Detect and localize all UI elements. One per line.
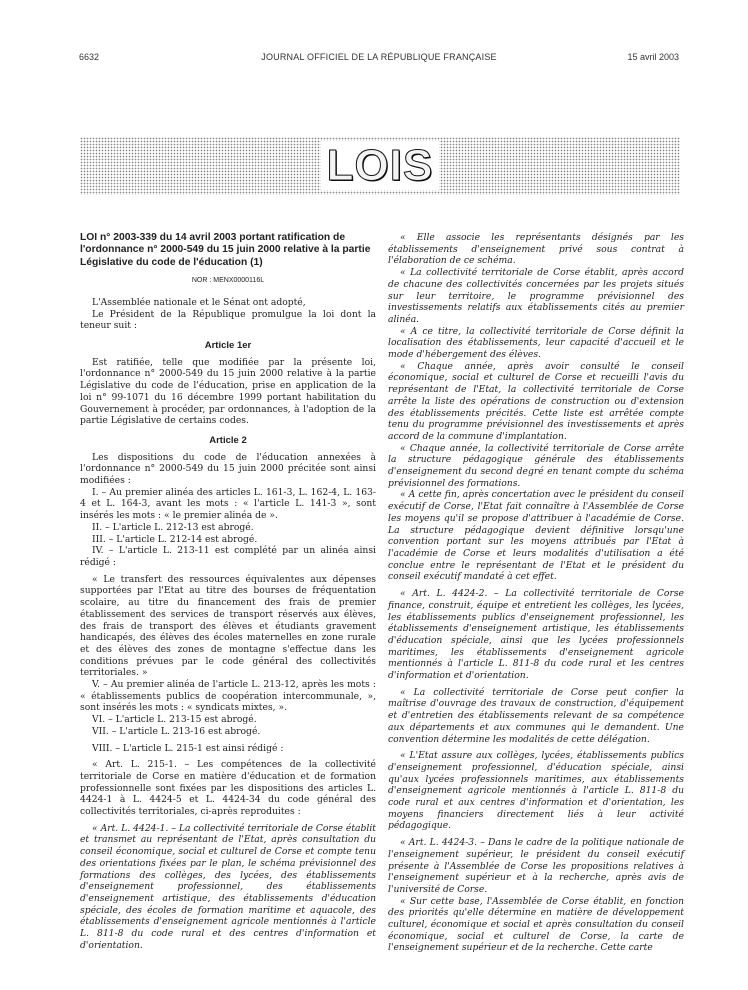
intro-paragraph: L'Assemblée nationale et le Sénat ont adopté, [92,296,306,308]
right-paragraph: « La collectivité territoriale de Corse peut confier la maîtrise d'ouvrage des travaux de construction, d'équipement et d'entretien des établissements relevant de sa compétence aux départements et aux communes qui le demandent. Une convention détermine les modalités de cette délégation. [388,686,684,745]
law-title: LOI n° 2003-339 du 14 avril 2003 portant ratification de l'ordonnance n° 2000-549 du 15 juin 2000 relative à la partie Législative du code de l'éducation (1) [80,232,371,268]
article-1-heading: Article 1er [204,340,252,352]
right-paragraph: « Elle associe les représentants désignés par les établissements d'enseignement privé sous contrat à l'élaboration de ce schéma. [388,232,684,267]
article-2-paragraph: V. – Au premier alinéa de l'article L. 213-12, après les mots : « établissements publics de coopération intercommunale, », sont insérés les mots : « syndicats mixtes, ». [80,679,376,714]
article-2-paragraph: « Le transfert des ressources équivalentes aux dépenses supportées par l'Etat au titre des bourses de fréquentation scolaire, au titre du financement des frais de premier établissement des services de transport réservés aux élèves, des frais de transport des élèves et étudiants gravement handicapés, des élèves des écoles maternelles en zone rurale et des élèves des zones de montagne s'effectue dans les conditions prévues par le code général des collectivités territoriales. » [80,573,376,679]
article-2-paragraph: VI. – L'article L. 213-15 est abrogé. [92,714,257,726]
article-2-paragraph: IV. – L'article L. 213-11 est complété par un alinéa ainsi rédigé : [80,545,376,568]
page-header [79,52,679,66]
right-paragraph: « L'Etat assure aux collèges, lycées, établissements publics d'enseignement professionnel, d'éducation spéciale, ainsi qu'aux lycées professionnels maritimes, aux établissements d'enseignement agricole mentionnés à l'article L. 811-8 du code rural et aux centres d'information et d'orientation, les moyens financiers directement liés à leur activité pédagogique. [388,750,684,832]
article-2-paragraph: « Art. L. 215-1. – Les compétences de la collectivité territoriale de Corse en matière d'éducation et de formation professionnelle sont fixées par les dispositions des articles L. 4424-1 à L. 4424-5 et L. 4424-34 du code général des collectivités territoriales, ci-après reproduites : [80,759,376,818]
intro-paragraph: Le Président de la République promulgue la loi dont la teneur suit : [80,308,376,332]
right-paragraph: « A ce titre, la collectivité territoriale de Corse définit la localisation des établissements, leur capacité d'accueil et le mode d'hébergement des élèves. [388,325,684,361]
article-2-paragraph: VIII. – L'article L. 215-1 est ainsi rédigé : [92,742,284,754]
nor-reference: NOR : MENX0000116L [191,277,265,285]
right-paragraph: « Art. L. 4424-2. – La collectivité territoriale de Corse finance, construit, équipe et entretient les collèges, les lycées, les établissements publics d'enseignement professionnel, les établissements d'enseignement artistique, les établissements d'éducation spéciale, ainsi que les lycées professionnels maritimes, les établissements d'enseignement agricole mentionnés à l'article L. 811-8 du code rural et les centres d'information et d'orientation. [388,588,684,682]
article-1-text: Est ratifiée, telle que modifiée par la présente loi, l'ordonnance n° 2000-549 du 15 juin 2000 relative à la partie Législative du code de l'éducation, prise en application de la loi n° 99-1071 du 16 décembre 1999 portant habilitation du Gouvernement à procéder, par ordonnances, à l'adoption de la partie Législative de certains codes. [80,356,376,427]
right-paragraph: « Chaque année, après avoir consulté le conseil économique, social et culturel de Corse et recueilli l'avis du représentant de l'Etat, la collectivité territoriale de Corse arrête la liste des opérations de construction ou d'extension des établissements précités. Cette liste est arrêtée compte tenu du programme prévisionnel des investissements et après accord de la commune d'implantation. [388,360,684,442]
issue-date: 15 avril 2003 [627,52,679,62]
journal-title: JOURNAL OFFICIEL DE LA RÉPUBLIQUE FRANÇAISE [261,52,497,62]
section-banner [80,137,680,195]
article-2-paragraph: « Art. L. 4424-1. – La collectivité territoriale de Corse établit et transmet au représentant de l'Etat, après consultation du conseil économique, social et culturel de Corse et compte tenu des orientations fixées par le plan, le schéma prévisionnel des formations des collèges, des lycées, des établissements d'enseignement professionnel, des établissements d'enseignement artistique, des établissements d'éducation spéciale, des écoles de formation maritime et aquacole, des établissements d'enseignement agricole mentionnés à l'article L. 811-8 du code rural et des centres d'information et d'orientation. [80,822,376,951]
article-2-paragraph: II. – L'article L. 212-13 est abrogé. [92,521,254,533]
right-column [388,232,684,954]
article-2-paragraph: VII. – L'article L. 213-16 est abrogé. [92,725,261,737]
page-number: 6632 [79,52,100,62]
article-2-paragraph: I. – Au premier alinéa des articles L. 161-3, L. 162-4, L. 163-4 et L. 164-3, avant les mots : « l'article L. 141-3 », sont insérés les mots : « le premier alinéa de ». [80,486,376,522]
left-column [80,232,376,951]
article-2-heading: Article 2 [209,434,247,446]
right-paragraph: « La collectivité territoriale de Corse établit, après accord de chacune des collectivités concernées par les projets situés sur leur territoire, le programme prévisionnel des investissements relatifs aux établissements cités au premier alinéa. [388,267,684,325]
right-paragraph: « Sur cette base, l'Assemblée de Corse établit, en fonction des priorités qu'elle détermine en matière de développement culturel, économique et social et après consultation du conseil économique, social et culturel de Corse, la carte de l'enseignement supérieur et de la recherche. Cette carte [388,895,684,954]
right-paragraph: « Chaque année, la collectivité territoriale de Corse arrête la structure pédagogique générale des établissements d'enseignement du second degré en tenant compte du schéma prévisionnel des formations. [388,442,684,489]
article-2-paragraph: Les dispositions du code de l'éducation annexées à l'ordonnance n° 2000-549 du 15 juin 2000 précitée sont ainsi modifiées : [80,451,376,487]
section-title: LOIS [321,141,440,190]
right-paragraph: « A cette fin, après concertation avec le président du conseil exécutif de Corse, l'Etat fait connaître à l'Assemblée de Corse les moyens qu'il se propose d'attribuer à l'académie de Corse. La structure pédagogique devient définitive lorsqu'une convention portant sur les moyens attribués par l'Etat à l'académie de Corse et leurs modalités d'utilisation a été conclue entre le représentant de l'Etat et le président du conseil exécutif mandaté à cet effet. [388,489,684,583]
right-paragraph: « Art. L. 4424-3. – Dans le cadre de la politique nationale de l'enseignement supérieur, le président du conseil exécutif présente à l'Assemblée de Corse les propositions relatives à l'enseignement supérieur et à la recherche, après avis de l'université de Corse. [388,837,684,895]
article-2-paragraph: III. – L'article L. 212-14 est abrogé. [92,533,258,545]
